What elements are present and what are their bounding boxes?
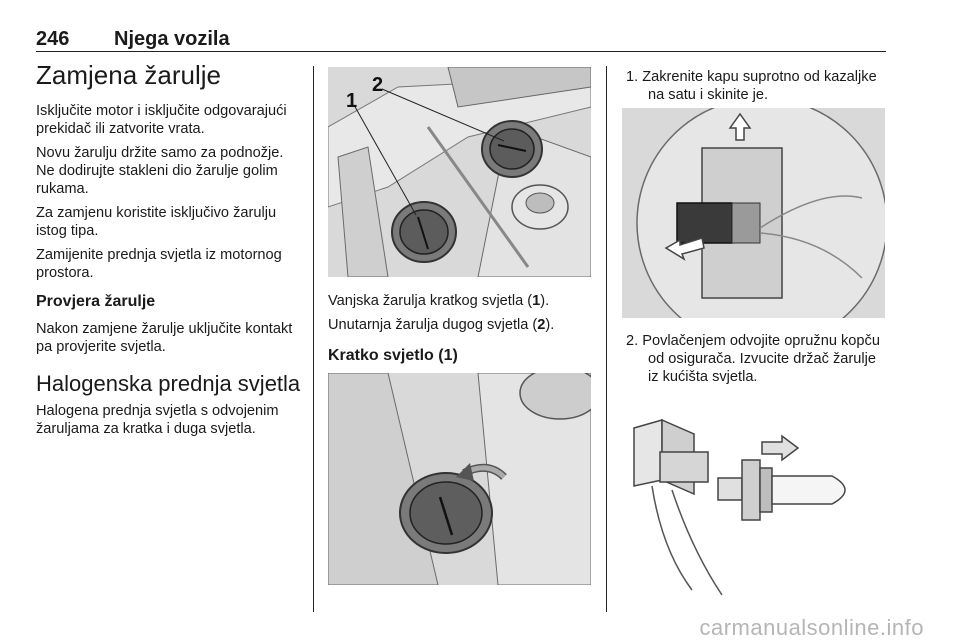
caption-inner-bulb-end: ). <box>545 317 555 333</box>
caption-outer-bulb-text: Vanjska žarulja kratkog svjetla ( <box>328 293 533 309</box>
column-divider-right <box>606 66 607 612</box>
caption-outer-bulb-number: 1 <box>532 293 541 309</box>
cap-rotation-illustration <box>328 373 591 585</box>
figure-engine-bay <box>328 67 591 277</box>
column-left <box>36 58 304 444</box>
caption-outer-bulb-end: ). <box>540 293 550 309</box>
column-divider-left <box>313 66 314 612</box>
caption-inner-bulb-number: 2 <box>537 317 546 333</box>
figure-cap-rotation <box>328 373 591 585</box>
paragraph-hold-bulb: Novu žarulju držite samo za podnožje. Ne dodirujte stakleni dio žarulje golim rukama. <box>36 145 284 197</box>
step-2 <box>626 332 888 386</box>
step-1 <box>626 68 888 104</box>
paragraph-engine-compartment: Zamijenite prednja svjetla iz motornog prostora. <box>36 247 282 281</box>
bulb-socket-illustration <box>622 108 885 318</box>
step-1-number: 1. <box>626 69 639 85</box>
paragraph-engine-off: Isključite motor i isključite odgovarajući prekidač ili zatvorite vrata. <box>36 103 287 137</box>
callout-label-2: 2 <box>372 74 384 96</box>
paragraph-check-lights: Nakon zamjene žarulje uključite kontakt pa provjerite svjetla. <box>36 321 293 355</box>
bulb-holder-illustration <box>622 390 885 600</box>
column-middle <box>328 292 598 374</box>
step-2-text: Povlačenjem odvojite opružnu kopču od osigurača. Izvucite držač žarulje iz kućišta svjetla. <box>642 333 880 385</box>
heading-bulb-replacement: Zamjena žarulje <box>36 60 221 90</box>
step-1-item <box>626 68 888 104</box>
watermark: carmanualsonline.info <box>699 615 924 640</box>
step-1-text: Zakrenite kapu suprotno od kazaljke na satu i skinite je. <box>642 69 877 103</box>
heading-halogen-headlights: Halogenska prednja svjetla <box>36 371 301 396</box>
figure-cap-removed <box>622 108 885 318</box>
paragraph-same-type: Za zamjenu koristite isključivo žarulju istog tipa. <box>36 205 277 239</box>
heading-bulb-check: Provjera žarulje <box>36 293 156 310</box>
engine-bay-illustration <box>328 67 591 277</box>
step-2-item <box>626 332 888 386</box>
caption-outer-bulb <box>328 292 598 310</box>
section-title: Njega vozila <box>114 28 230 50</box>
caption-inner-bulb <box>328 316 598 334</box>
paragraph-halogen-description: Halogena prednja svjetla s odvojenim žaruljama za kratka i duga svjetla. <box>36 403 279 437</box>
header-rule <box>36 51 886 52</box>
heading-low-beam: Kratko svjetlo (1) <box>328 347 458 364</box>
step-2-number: 2. <box>626 333 639 349</box>
callout-label-1: 1 <box>346 90 358 112</box>
caption-inner-bulb-text: Unutarnja žarulja dugog svjetla ( <box>328 317 538 333</box>
figure-bulb-holder <box>622 390 885 600</box>
page-number: 246 <box>36 28 70 50</box>
